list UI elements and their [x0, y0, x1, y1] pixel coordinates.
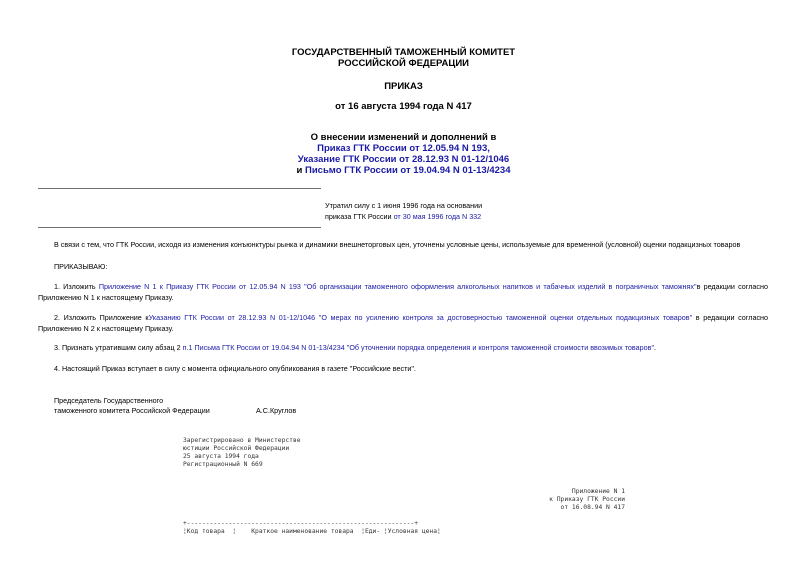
- registration-line1: Зарегистрировано в Министерстве: [183, 437, 301, 444]
- item1-link[interactable]: Приложение N 1 к Приказу ГТК России от 12.05.94 N 193 "Об организации таможенного оформления алкогольных напитков и табачных изделий в пограничных таможнях": [98, 282, 697, 291]
- signature-title-line2: таможенного комитета Российской Федерации: [54, 406, 210, 415]
- signature-title-line1: Председатель Государственного: [54, 396, 164, 405]
- subject-link-order-193[interactable]: Приказ ГТК России от 12.05.94 N 193,: [317, 143, 490, 154]
- separator-rule-top: [38, 188, 321, 189]
- item3-suffix: .: [654, 343, 656, 352]
- org-name-line2: РОССИЙСКОЙ ФЕДЕРАЦИИ: [337, 58, 469, 69]
- item2-suffix: в редакции согласно Приложению N 2 к настоящему Приказу.: [38, 313, 769, 333]
- signatory-name: А.С.Круглов: [256, 406, 297, 415]
- registration-line2: юстиции Российской Федерации: [183, 445, 290, 452]
- subject-link-letter-4234[interactable]: Письмо ГТК России от 19.04.94 N 01-13/4234: [305, 165, 511, 176]
- item2-link[interactable]: Указанию ГТК России от 28.12.93 N 01-12/1046 "О мерах по усилению контроля за достоверностью таможенной оценки отдельных подакцизных товаров": [148, 313, 693, 322]
- subject-prefix: и: [296, 165, 305, 176]
- subject-link-instruction-1046[interactable]: Указание ГТК России от 28.12.93 N 01-12/1046: [297, 154, 510, 165]
- item1-suffix: в редакции согласно Приложению N 1 к настоящему Приказу.: [38, 282, 768, 302]
- registration-line3: 25 августа 1994 года: [183, 453, 259, 460]
- item1-prefix: 1. Изложить: [54, 282, 99, 291]
- status-note-prefix: приказа ГТК России: [325, 212, 394, 221]
- appendix-line1: Приложение N 1: [571, 488, 625, 495]
- order-item-1: [38, 282, 768, 303]
- separator-rule-bottom: [38, 227, 321, 228]
- status-note-line1: Утратил силу с 1 июня 1996 года на основании: [325, 201, 483, 210]
- intro-paragraph: В связи с тем, что ГТК России, исходя из изменения конъюнктуры рынка и динамики внешнеторговых цен, уточнены условные цены, используемые для временной (условной) оценки подакцизных товаров: [54, 240, 741, 249]
- order-item-2: [38, 313, 768, 334]
- appendix-line2: к Приказу ГТК России: [549, 496, 625, 503]
- order-item-4: 4. Настоящий Приказ вступает в силу с момента официального опубликования в газете "Российские вести".: [54, 364, 416, 373]
- table-header-row: ¦Код товара ¦ Краткое наименование товара ¦Еди- ¦Условная цена¦: [183, 528, 441, 535]
- subject-title: О внесении изменений и дополнений в: [310, 132, 497, 143]
- item3-prefix: 3. Признать утратившим силу абзац 2: [54, 343, 183, 352]
- item2-prefix: 2. Изложить Приложение к: [54, 313, 149, 322]
- status-link-order-332[interactable]: от 30 мая 1996 года N 332: [393, 212, 482, 221]
- doc-type: ПРИКАЗ: [384, 81, 423, 92]
- order-item-3: [54, 343, 656, 354]
- org-name-line1: ГОСУДАРСТВЕННЫЙ ТАМОЖЕННЫЙ КОМИТЕТ: [291, 47, 516, 58]
- status-note-line2: [325, 212, 481, 223]
- appendix-line3: от 16.08.94 N 417: [560, 504, 625, 511]
- table-border-top: +------------------------------------------------------------+: [183, 520, 419, 527]
- subject-line3: [0, 165, 807, 176]
- registration-line4: Регистрационный N 669: [183, 461, 263, 468]
- item3-link-letter[interactable]: Письма ГТК России от 19.04.94 N 01-13/4234 "Об уточнении порядка определения и контроля таможенной стоимости ввозимых товаров": [194, 343, 654, 352]
- item3-link-paragraph[interactable]: п.1: [182, 343, 193, 352]
- doc-date: от 16 августа 1994 года N 417: [335, 101, 472, 112]
- order-word: ПРИКАЗЫВАЮ:: [54, 262, 108, 271]
